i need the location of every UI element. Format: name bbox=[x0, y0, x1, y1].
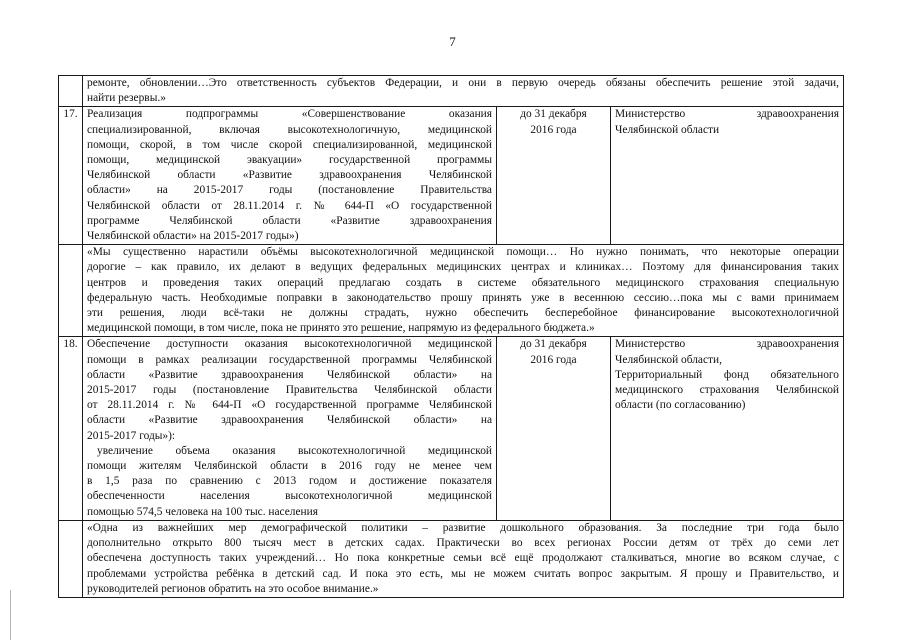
description-line: помощи в рамках реализации государственной программы Челябинской bbox=[87, 353, 492, 366]
description-line: 2015-2017 годы»): bbox=[87, 429, 176, 442]
description-line: программе Челябинской области «Развитие здравоохранения bbox=[87, 214, 492, 227]
number-cell-empty bbox=[59, 245, 83, 337]
description-line: Челябинской области «Развитие здравоохранения Челябинской bbox=[87, 169, 492, 182]
quote-line: проблемами устройства ребёнка в детский сад. И пока это есть, мы не можем считать вопрос закрытым. Я прошу и Правительство, и bbox=[87, 567, 839, 580]
description-line: Реализация подпрограммы «Совершенствование оказания bbox=[87, 108, 492, 121]
description-cell bbox=[83, 337, 497, 520]
responsible-line: Министерство здравоохранения bbox=[615, 108, 839, 121]
action-plan-table bbox=[58, 75, 844, 598]
deadline-line: до 31 декабря bbox=[520, 338, 587, 351]
indicator-line: помощью 574,5 человека на 100 тыс. населения bbox=[87, 505, 318, 518]
deadline-line: 2016 года bbox=[530, 353, 577, 366]
table-row-quote-18 bbox=[59, 520, 844, 597]
table-row-top-quote bbox=[59, 76, 844, 107]
deadline-cell bbox=[497, 107, 611, 245]
quote-cell bbox=[83, 520, 844, 597]
quote-line: ремонте, обновлении…Это ответственность субъектов Федерации, и они в первую очередь обязаны обеспечить решение этой задачи, bbox=[87, 77, 839, 89]
quote-line: «Одна из важнейших мер демографической политики – развитие дошкольного образования. За последние три года было bbox=[87, 521, 839, 534]
responsible-line: Территориальный фонд обязательного bbox=[615, 368, 839, 381]
description-line: Челябинской области от 28.11.2014 г. № 644-П «О государственной bbox=[87, 199, 492, 212]
row-number: 18. bbox=[59, 337, 83, 520]
quote-line: дорогие – как правило, их делают в ведущих федеральных медицинских центрах и клиниках… Поэтому для финансирования таких bbox=[87, 261, 839, 274]
quote-cell bbox=[83, 245, 844, 337]
quote-cell-top bbox=[83, 76, 844, 107]
responsible-cell bbox=[611, 107, 844, 245]
quote-line: обеспечена доступность таких учреждений… Но пока конкретные семьи всё ещё продолжают сталкиваться, многие во всяком случае, с bbox=[87, 552, 839, 565]
table-row-item-17 bbox=[59, 107, 844, 245]
quote-line: найти резервы.» bbox=[87, 92, 166, 105]
quote-line: руководителей регионов обратить на это особое внимание.» bbox=[87, 582, 379, 595]
description-line: области «Развитие здравоохранения Челябинской области» на bbox=[87, 414, 492, 427]
table-row-quote-17 bbox=[59, 245, 844, 337]
description-line: помощи, медицинской эвакуации» государственной программы bbox=[87, 154, 492, 167]
deadline-line: до 31 декабря bbox=[520, 108, 587, 121]
indicator-line: обеспеченности населения высокотехнологичной медицинской bbox=[87, 490, 492, 503]
responsible-line: области (по согласованию) bbox=[615, 399, 746, 412]
quote-line: эти решения, люди всё-таки не должны страдать, нужно обеспечить бесперебойное финансирование высокотехнологичной bbox=[87, 307, 839, 320]
deadline-line: 2016 года bbox=[530, 123, 577, 136]
description-line: области» на 2015-2017 годы (постановление Правительства bbox=[87, 184, 492, 197]
responsible-line: Челябинской области, bbox=[615, 353, 722, 366]
quote-line: медицинской помощи, в том числе, пока не принято это решение, напрямую из федерального бюджета.» bbox=[87, 322, 595, 335]
description-line: Челябинской области» на 2015-2017 годы») bbox=[87, 230, 299, 243]
responsible-line: медицинского страхования Челябинской bbox=[615, 384, 839, 397]
description-line: помощи, скорой, в том числе скорой специализированной, медицинской bbox=[87, 138, 492, 151]
quote-line: федеральную часть. Необходимые поправки в законодательство прошу принять уже в весеннюю сессию…пока мы с вами принимаем bbox=[87, 291, 839, 304]
row-number: 17. bbox=[59, 107, 83, 245]
indicator-line: в 1,5 раза по сравнению с 2013 годом и достижение показателя bbox=[87, 475, 492, 488]
indicator-line: увеличение объема оказания высокотехнологичной медицинской bbox=[97, 444, 492, 457]
description-line: специализированной, включая высокотехнологичную, медицинской bbox=[87, 123, 492, 136]
quote-line: центров и проведения таких операций предлагаю создать в системе обязательного медицинского страхования специальную bbox=[87, 276, 839, 289]
description-line: области «Развитие здравоохранения Челябинской области» на bbox=[87, 368, 492, 381]
responsible-line: Министерство здравоохранения bbox=[615, 338, 839, 351]
scan-edge-line bbox=[10, 590, 11, 640]
responsible-cell bbox=[611, 337, 844, 520]
table-row-item-18 bbox=[59, 337, 844, 520]
quote-line: дополнительно открыто 800 тысяч мест в детских садах. Практически во всех регионах России детям от трёх до семи лет bbox=[87, 537, 839, 550]
responsible-line: Челябинской области bbox=[615, 123, 720, 136]
number-cell-empty bbox=[59, 76, 83, 107]
number-cell-empty bbox=[59, 520, 83, 597]
description-cell bbox=[83, 107, 497, 245]
deadline-cell bbox=[497, 337, 611, 520]
indicator-line: помощи жителям Челябинской области в 2016 году не менее чем bbox=[87, 460, 492, 473]
page-number: 7 bbox=[449, 34, 456, 49]
description-line: 2015-2017 годы (постановление Правительства Челябинской области bbox=[87, 384, 492, 397]
description-line: от 28.11.2014 г. № 644-П «О государственной программе Челябинской bbox=[87, 399, 492, 412]
description-line: Обеспечение доступности оказания высокотехнологичной медицинской bbox=[87, 338, 492, 351]
quote-line: «Мы существенно нарастили объёмы высокотехнологичной медицинской помощи… Но нужно понимать, что некоторые операции bbox=[87, 246, 839, 259]
